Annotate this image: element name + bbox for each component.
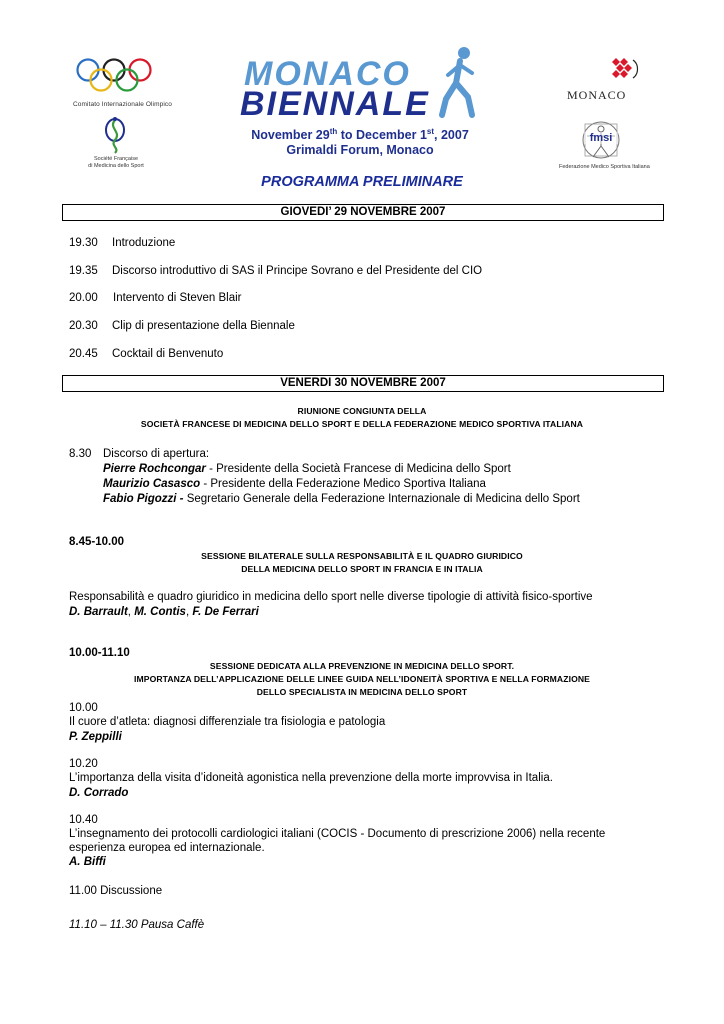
talk-time: 10.20 xyxy=(69,758,98,770)
day1-header: GIOVEDI’ 29 NOVEMBRE 2007 xyxy=(62,204,664,221)
monaco-word: MONACO xyxy=(567,88,627,102)
talk-speaker: P. Zeppilli xyxy=(69,731,122,743)
day1-item-text: Intervento di Steven Blair xyxy=(113,292,242,304)
title-biennale: BIENNALE xyxy=(240,85,430,123)
session2-title-line3: DELLO SPECIALISTA IN MEDICINA DELLO SPORT xyxy=(256,687,468,697)
day2-header: VENERDI 30 NOVEMBRE 2007 xyxy=(62,375,664,392)
day1-item-text: Cocktail di Benvenuto xyxy=(112,348,224,360)
session1-title-line2: DELLA MEDICINA DELLO SPORT IN FRANCIA E IN ITALIA xyxy=(241,564,483,574)
opening-speaker xyxy=(103,492,580,506)
day1-item-text: Discorso introduttivo di SAS il Principe Sovrano e del Presidente del CIO xyxy=(112,265,483,277)
title-monaco: MONACO xyxy=(244,55,411,93)
talk-text: Il cuore d’atleta: diagnosi differenziale tra fisiologia e patologia xyxy=(69,716,386,728)
talk-time: 10.40 xyxy=(69,814,98,826)
day1-item-time: 20.45 xyxy=(69,348,98,360)
sfms-caption xyxy=(80,156,152,170)
session2-title-line1: SESSIONE DEDICATA ALLA PREVENZIONE IN MEDICINA DELLO SPORT. xyxy=(209,661,515,671)
meeting-title-line2: SOCIETÀ FRANCESE DI MEDICINA DELLO SPORT E DELLA FEDERAZIONE MEDICO SPORTIVA ITALIANA xyxy=(140,419,584,429)
opening-time: 8.30 xyxy=(69,448,92,460)
session1-speakers: D. Barrault, M. Contis, F. De Ferrari xyxy=(69,606,259,618)
event-date-line: November 29th to December 1st, 2007 xyxy=(251,127,469,143)
speaker-role: Segretario Generale della Federazione Internazionale di Medicina dello Sport xyxy=(183,493,580,505)
session1-title xyxy=(62,550,662,576)
session1-time: 8.45-10.00 xyxy=(69,536,124,548)
day1-item-time: 20.00 xyxy=(69,292,98,304)
event-dates xyxy=(240,124,480,158)
fmsi-caption: Federazione Medico Sportiva Italiana xyxy=(559,164,650,170)
coni-caption: Comitato Internazionale Olimpico xyxy=(73,101,172,108)
session2-title-line2: IMPORTANZA DELL’APPLICAZIONE DELLE LINEE GUIDA NELL’IDONEITÀ SPORTIVA E NELLA FORMAZIONE xyxy=(134,674,590,684)
talk-text: L’importanza della visita d’idoneità agonistica nella prevenzione della morte improvvisa in Italia. xyxy=(69,772,553,784)
coffee-break: 11.10 – 11.30 Pausa Caffè xyxy=(69,919,205,931)
speaker-name: Pierre Rochcongar xyxy=(103,463,206,475)
speaker-role: - Presidente della Federazione Medico Sportiva Italiana xyxy=(200,478,486,490)
talk-text-continued: esperienza europea ed internazionale. xyxy=(69,842,265,854)
day1-item-text: Introduzione xyxy=(112,237,176,249)
monaco-crest-icon xyxy=(609,58,643,84)
day1-item-time: 20.30 xyxy=(69,320,98,332)
program-title: PROGRAMMA PRELIMINARE xyxy=(261,174,463,190)
day1-item-text: Clip di presentazione della Biennale xyxy=(112,320,295,332)
opening-speaker xyxy=(103,462,511,476)
session2-time: 10.00-11.10 xyxy=(69,647,130,659)
speaker-name: Fabio Pigozzi - xyxy=(103,493,184,505)
speaker-role: - Presidente della Società Francese di Medicina dello Sport xyxy=(205,463,511,475)
talk-text: L’insegnamento dei protocolli cardiologici italiani (COCIS - Documento di prescrizione 2006) nella recente xyxy=(69,828,606,840)
meeting-title-line1: RIUNIONE CONGIUNTA DELLA xyxy=(297,406,427,416)
sfms-logo-icon xyxy=(98,116,132,154)
fmsi-logo xyxy=(581,120,621,160)
olympic-rings-logo xyxy=(75,55,155,95)
session1-title-line1: SESSIONE BILATERALE SULLA RESPONSABILITÀ E IL QUADRO GIURIDICO xyxy=(201,551,523,561)
sfms-caption-line1: Société Française xyxy=(93,156,139,162)
session1-desc: Responsabilità e quadro giuridico in medicina dello sport nelle diverse tipologie di attività fisico-sportive xyxy=(69,591,593,603)
speaker-name: Maurizio Casasco xyxy=(103,478,201,490)
discussion: 11.00 Discussione xyxy=(69,885,163,897)
talk-speaker: A. Biffi xyxy=(69,856,106,868)
day1-item-time: 19.35 xyxy=(69,265,98,277)
opening-speaker xyxy=(103,477,486,491)
event-title xyxy=(240,57,480,129)
opening-label: Discorso di apertura: xyxy=(103,448,210,460)
talk-speaker: D. Corrado xyxy=(69,787,129,799)
day1-item-time: 19.30 xyxy=(69,237,98,249)
runner-icon xyxy=(438,45,478,123)
session2-title xyxy=(62,660,662,699)
fmsi-mark: fmsi xyxy=(584,132,618,144)
meeting-title xyxy=(62,405,662,431)
event-venue: Grimaldi Forum, Monaco xyxy=(286,143,434,158)
talk-time: 10.00 xyxy=(69,702,98,714)
sfms-caption-line2: di Medicina dello Sport xyxy=(88,163,144,169)
